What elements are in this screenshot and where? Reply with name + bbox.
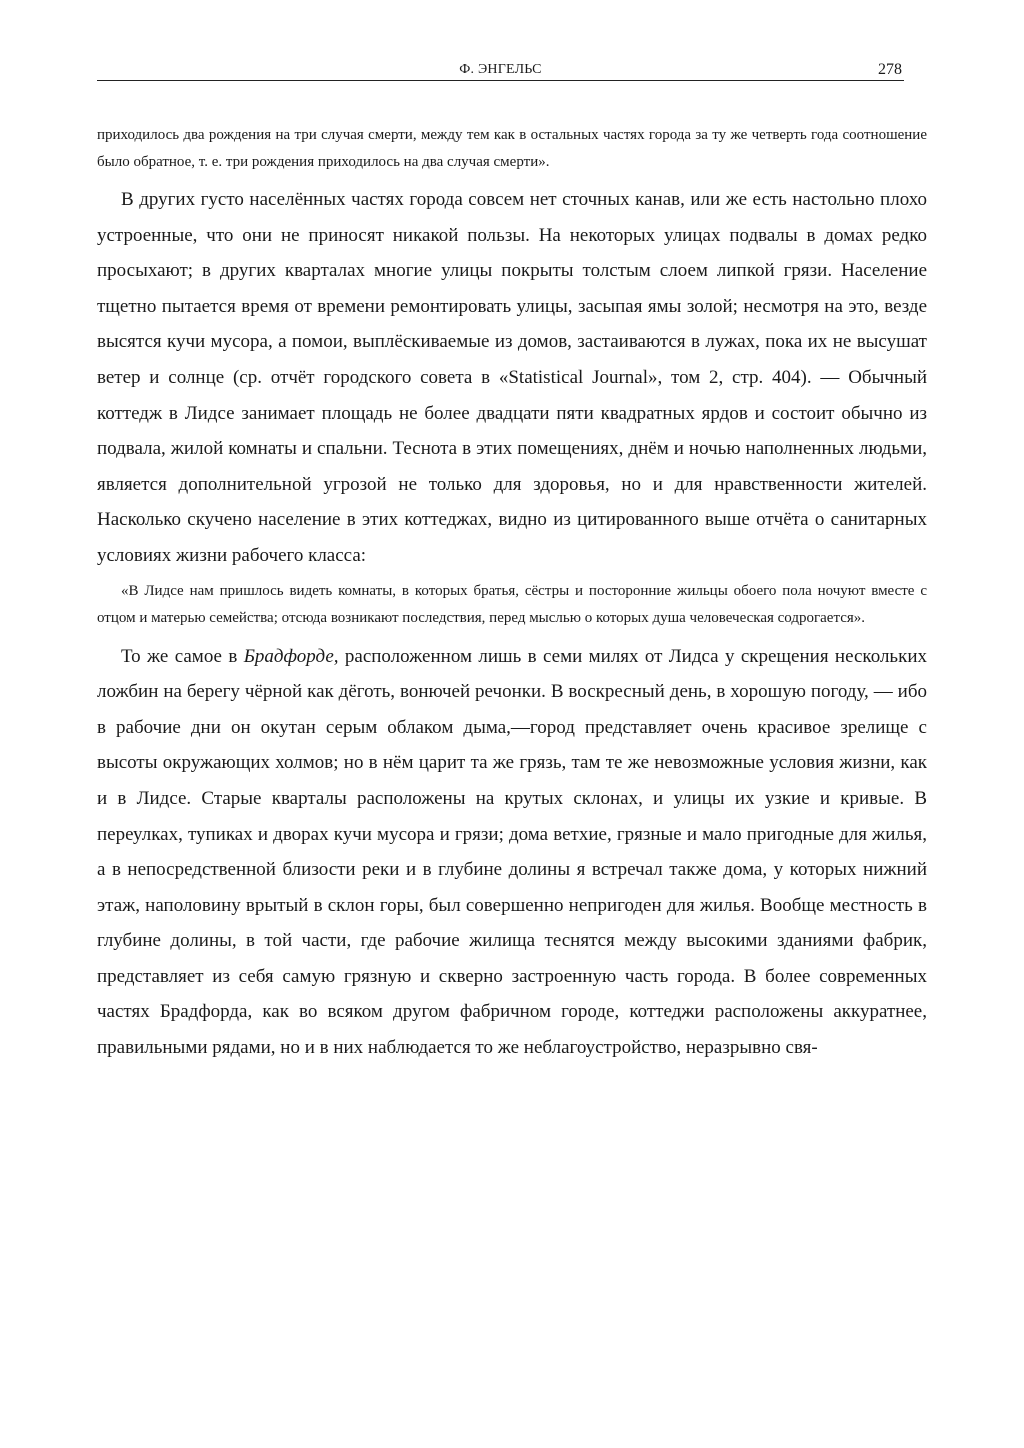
page-body	[97, 122, 927, 1066]
page-number: 278	[878, 61, 902, 78]
block-quote: «В Лидсе нам пришлось видеть комнаты, в которых братья, сёстры и посторонние жильцы обоего пола ночуют вместе с отцом и матерью семейства; отсюда возникают последствия, перед мыслью о которых душа человеческая содрогается».	[97, 582, 927, 627]
header-author: Ф. ЭНГЕЛЬС	[459, 62, 542, 77]
paragraph-2-start: То же самое в	[121, 645, 244, 667]
footnote-continuation: приходилось два рождения на три случая смерти, между тем как в остальных частях города за ту же четверть года соотношение было обратное, т. е. три рождения приходилось на два случая смерти».	[97, 127, 927, 170]
paragraph-1: В других густо населённых частях города совсем нет сточных канав, или же есть настольно плохо устроенные, что они не приносят никакой пользы. На некоторых улицах подвалы в домах редко просыхают; в других кварталах многие улицы покрыты толстым слоем липкой грязи. Население тщетно пытается время от времени ремонтировать улицы, засыпая ямы золой; несмотря на это, везде высятся кучи мусора, а помои, выплёскиваемые из домов, застаиваются в лужах, пока их не высушат ветер и солнце (ср. отчёт городского совета в «Statistical Journal», том 2, стр. 404). — Обычный коттедж в Лидсе занимает площадь не более двадцати пяти квадратных ярдов и состоит обычно из подвала, жилой комнаты и спальни. Теснота в этих помещениях, днём и ночью наполненных людьми, является дополнительной угрозой не только для здоровья, но и для нравственности жителей. Насколько скучено население в этих коттеджах, видно из цитированного выше отчёта о санитарных условиях жизни рабочего класса:	[97, 189, 927, 566]
paragraph-2-rest: расположенном лишь в семи милях от Лидса у скрещения нескольких ложбин на берегу чёрной как дёготь, вонючей речонки. В воскресный день, в хорошую погоду, — ибо в рабочие дни он окутан серым облаком дыма,—город представляет очень красивое зрелище с высоты окружающих холмов; но в нём царит та же грязь, там те же невозможные условия жизни, как и в Лидсе. Старые кварталы расположены на крутых склонах, и улицы их узкие и кривые. В переулках, тупиках и дворах кучи мусора и грязи; дома ветхие, грязные и мало пригодные для жилья, а в непосредственной близости реки и в глубине долины я встречал также дома, у которых нижний этаж, наполовину врытый в склон горы, был совершенно непригоден для жилья. Вообще местность в глубине долины, в той части, где рабочие жилища теснятся между высокими зданиями фабрик, представляет из себя самую грязную и скверно застроенную часть города. В более современных частях Брадфорда, как во всяком другом фабричном городе, коттеджи расположены аккуратнее, правильными рядами, но и в них наблюдается то же неблагоустройство, неразрывно свя-	[97, 645, 927, 1059]
paragraph-2	[97, 639, 927, 1066]
running-header	[97, 60, 904, 81]
paragraph-2-italic-place: Брадфорде,	[243, 645, 339, 667]
